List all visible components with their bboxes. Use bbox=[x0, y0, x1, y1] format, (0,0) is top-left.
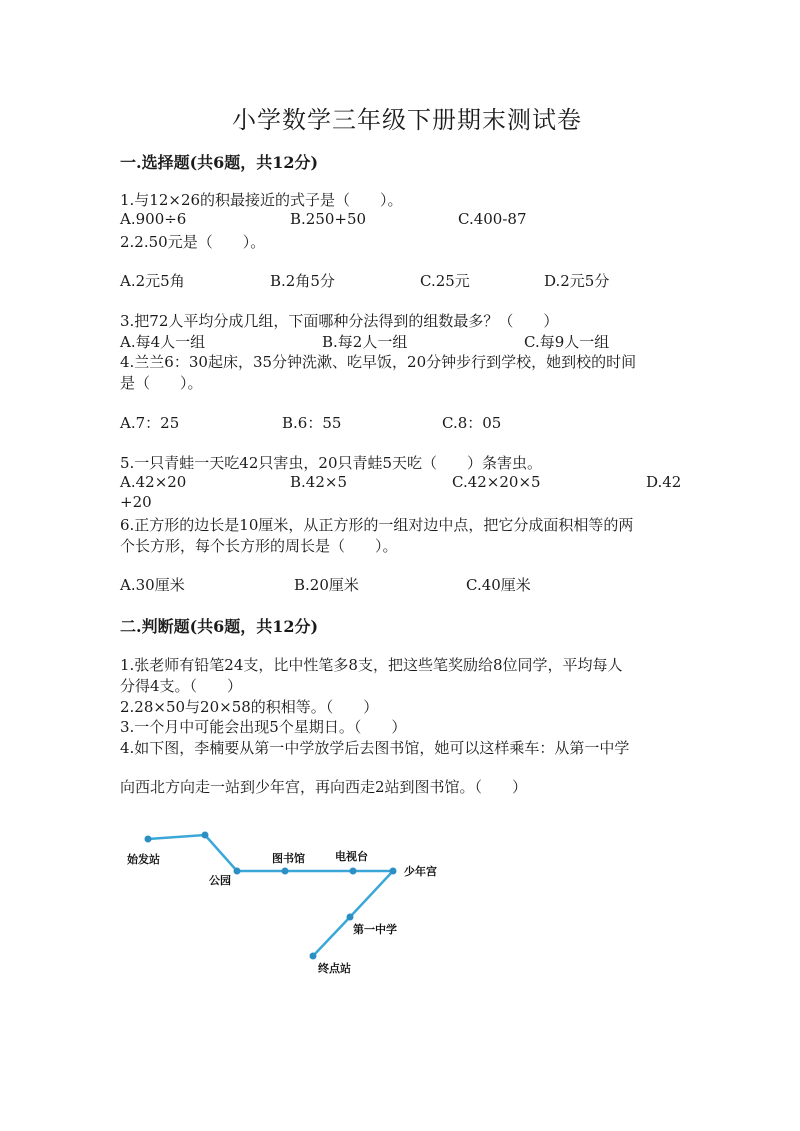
q3-option-c: C.每9人一组 bbox=[524, 333, 610, 351]
label-tv: 电视台 bbox=[335, 850, 368, 863]
judge-q1-line1: 1.张老师有铅笔24支，比中性笔多8支，把这些笔奖励给8位同学，平均每人 bbox=[120, 656, 623, 674]
q6-option-b: B.20厘米 bbox=[294, 576, 359, 594]
label-terminal: 终点站 bbox=[318, 962, 351, 975]
q5-option-b: B.42×5 bbox=[290, 473, 347, 491]
label-library: 图书馆 bbox=[272, 852, 305, 865]
judge-q4-line1: 4.如下图，李楠要从第一中学放学后去图书馆，她可以这样乘车：从第一中学 bbox=[120, 739, 630, 757]
section1-heading: 一.选择题(共6题，共12分) bbox=[120, 153, 319, 172]
q5-option-d-part1: D.42 bbox=[646, 473, 682, 491]
label-youth-palace: 少年宫 bbox=[404, 865, 437, 878]
station-park-dot bbox=[234, 868, 241, 875]
q4-stem-line1: 4.兰兰6：30起床，35分钟洗漱、吃早饭，20分钟步行到学校，她到校的时间 bbox=[120, 353, 637, 371]
judge-q1-line2: 分得4支。（ ） bbox=[120, 677, 243, 695]
section2-heading: 二.判断题(共6题，共12分) bbox=[120, 617, 319, 636]
label-start: 始发站 bbox=[127, 853, 160, 866]
q6-stem-line2: 个长方形，每个长方形的周长是（ ）。 bbox=[120, 537, 398, 555]
q6-option-a: A.30厘米 bbox=[120, 576, 185, 594]
q4-stem-line2: 是（ ）。 bbox=[120, 374, 203, 392]
q2-stem: 2.2.50元是（ ）。 bbox=[120, 233, 266, 251]
bus-route-map bbox=[120, 825, 460, 985]
station-tv-dot bbox=[350, 868, 357, 875]
q5-option-c: C.42×20×5 bbox=[452, 473, 541, 491]
q1-option-a: A.900÷6 bbox=[120, 210, 187, 228]
station-bend-dot bbox=[202, 832, 209, 839]
q3-option-a: A.每4人一组 bbox=[120, 333, 206, 351]
q6-option-c: C.40厘米 bbox=[466, 576, 531, 594]
q2-option-d: D.2元5分 bbox=[544, 272, 610, 290]
q2-option-b: B.2角5分 bbox=[270, 272, 335, 290]
q4-option-b: B.6：55 bbox=[282, 414, 342, 432]
q3-stem: 3.把72人平均分成几组，下面哪种分法得到的组数最多？（ ） bbox=[120, 312, 559, 330]
station-library-dot bbox=[282, 868, 289, 875]
judge-q3: 3.一个月中可能会出现5个星期日。（ ） bbox=[120, 718, 407, 736]
station-school-dot bbox=[347, 914, 354, 921]
q2-option-a: A.2元5角 bbox=[120, 272, 185, 290]
station-start-dot bbox=[145, 836, 152, 843]
q1-option-b: B.250+50 bbox=[290, 210, 367, 228]
q6-stem-line1: 6.正方形的边长是10厘米，从正方形的一组对边中点，把它分成面积相等的两 bbox=[120, 516, 634, 534]
q3-option-b: B.每2人一组 bbox=[322, 333, 408, 351]
q4-option-a: A.7：25 bbox=[120, 414, 180, 432]
q1-stem: 1.与12×26的积最接近的式子是（ ）。 bbox=[120, 191, 403, 209]
station-youth-palace-dot bbox=[390, 868, 397, 875]
q1-option-c: C.400-87 bbox=[458, 210, 527, 228]
judge-q4-line2: 向西北方向走一站到少年宫，再向西走2站到图书馆。（ ） bbox=[120, 778, 528, 796]
q5-option-d-part2: +20 bbox=[120, 493, 152, 511]
label-school: 第一中学 bbox=[353, 923, 397, 936]
station-terminal-dot bbox=[310, 953, 317, 960]
label-park: 公园 bbox=[209, 874, 231, 887]
q4-option-c: C.8：05 bbox=[442, 414, 502, 432]
q2-option-c: C.25元 bbox=[420, 272, 470, 290]
page-title: 小学数学三年级下册期末测试卷 bbox=[232, 106, 582, 134]
judge-q2: 2.28×50与20×58的积相等。（ ） bbox=[120, 698, 379, 716]
q5-option-a: A.42×20 bbox=[120, 473, 187, 491]
q5-stem: 5.一只青蛙一天吃42只害虫，20只青蛙5天吃（ ）条害虫。 bbox=[120, 454, 543, 472]
